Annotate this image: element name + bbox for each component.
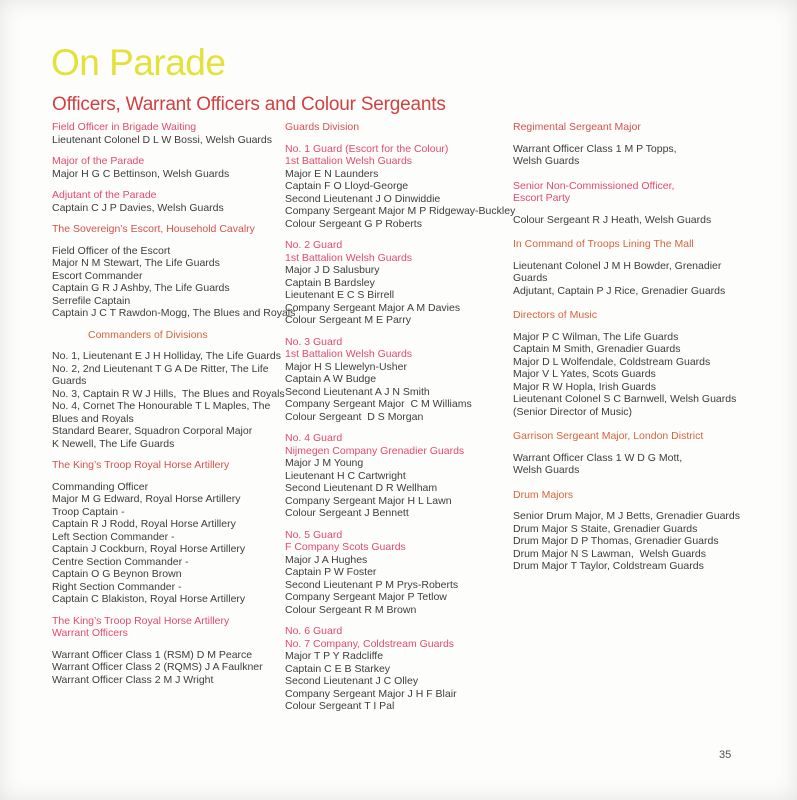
section-body [285,457,513,520]
roster-section [52,223,296,320]
roster-line: No. 4, Cornet The Honourable T L Maples, The [52,400,271,412]
roster-section [52,615,285,687]
roster-line: Left Section Commander - [52,530,175,543]
roster-line: Major J D Salusbury [285,264,380,276]
section-heading [513,180,749,205]
roster-line: Company Sergeant Major J H F Blair [285,687,457,700]
roster-line: Captain F O Lloyd-George [285,180,409,192]
roster-section [285,239,513,327]
section-heading-line: Senior Non-Commissioned Officer, [513,179,675,192]
section-heading [52,223,285,236]
section-body [52,168,285,181]
roster-section [285,432,513,520]
roster-line: Colour Sergeant R J Heath, Welsh Guards [513,213,712,226]
roster-line: Adjutant, Captain P J Rice, Grenadier Guards [513,284,726,297]
section-heading [52,329,285,342]
section-body [285,264,513,327]
section-heading-line: 1st Battalion Welsh Guards [285,348,413,360]
roster-line: Major P C Wilman, The Life Guards [513,330,679,343]
section-heading [285,336,513,361]
roster-section [285,142,516,231]
section-heading-line: Garrison Sergeant Major, London District [513,430,704,442]
section-body [52,134,285,147]
section-heading-line: 1st Battalion Welsh Guards [285,251,413,264]
section-heading [285,239,513,264]
roster-line: Field Officer of the Escort [52,244,171,257]
section-heading-line: Major of the Parade [52,155,145,167]
roster-line: Guards [52,375,87,387]
section-heading [513,489,749,502]
roster-line: Standard Bearer, Squadron Corporal Major [52,425,253,437]
section-body [285,361,513,424]
section-body [52,202,285,215]
section-heading-line: No. 2 Guard [285,239,343,251]
roster-line: Colour Sergeant R M Brown [285,603,417,616]
roster-line: Lieutenant E C S Birrell [285,289,395,301]
section-heading-line: Adjutant of the Parade [52,189,157,201]
roster-line: Escort Commander [52,269,143,282]
roster-line: Commanding Officer [52,480,149,493]
section-heading-line: Regimental Sergeant Major [513,121,641,133]
roster-section [513,430,749,477]
roster-line: Drum Major D P Thomas, Grenadier Guards [513,535,719,547]
section-body [513,452,749,477]
roster-line: Colour Sergeant G P Roberts [285,217,422,230]
roster-line: Company Sergeant Major C M Williams [285,398,472,410]
roster-line: Guards [513,272,548,284]
roster-line: Colour Sergeant T I Pal [285,700,395,712]
column-1 [52,121,296,695]
roster-line: Troop Captain - [52,505,125,518]
section-body [513,510,749,573]
roster-line: Major H S Llewelyn-Usher [285,360,407,373]
roster-section [513,489,749,573]
roster-line: Second Lieutenant J O Dinwiddie [285,192,441,205]
roster-line: Drum Major S Staite, Grenadier Guards [513,522,698,535]
roster-line: Lieutenant Colonel J M H Bowder, Grenadier [513,259,722,272]
roster-line: Captain O G Beynon Brown [52,568,182,580]
roster-line: No. 3, Captain R W J Hills, The Blues and Royals [52,387,285,400]
roster-section [52,189,285,214]
section-heading [52,121,285,134]
roster-line: Captain M Smith, Grenadier Guards [513,343,681,355]
page-number: 35 [719,749,732,761]
section-heading-line: F Company Scots Guards [285,541,406,553]
roster-line: Warrant Officer Class 1 M P Topps, [513,142,677,155]
section-heading [285,143,513,168]
section-heading-line: Warrant Officers [52,627,128,639]
section-heading-line: The King’s Troop Royal Horse Artillery [52,614,230,627]
roster-line: Major M G Edward, Royal Horse Artillery [52,493,241,505]
section-heading-line: No. 6 Guard [285,625,343,637]
roster-line: Welsh Guards [513,464,580,476]
columns-container [52,121,749,722]
roster-line: Major E N Launders [285,167,379,180]
roster-section [513,309,749,418]
section-body [52,244,296,320]
section-heading-line: No. 5 Guard [285,528,343,541]
roster-line: Drum Major T Taylor, Coldstream Guards [513,560,704,572]
roster-line: Major T P Y Radcliffe [285,650,384,662]
section-body [285,167,516,231]
roster-line: Major N M Stewart, The Life Guards [52,257,220,269]
section-heading-line: The King’s Troop Royal Horse Artillery [52,459,230,471]
roster-line: Captain C J P Davies, Welsh Guards [52,201,224,214]
roster-line: Welsh Guards [513,155,580,167]
roster-section [285,529,513,617]
section-heading [513,238,749,251]
roster-line: (Senior Director of Music) [513,405,633,418]
roster-line: Captain R J Rodd, Royal Horse Artillery [52,518,236,530]
roster-line: Serrefile Captain [52,294,131,307]
roster-line: Major R W Hopla, Irish Guards [513,380,656,393]
roster-section [285,121,513,134]
section-heading [285,625,513,650]
roster-line: Colour Sergeant M E Parry [285,314,412,326]
section-heading-line: No. 3 Guard [285,335,343,348]
roster-line: Lieutenant Colonel D L W Bossi, Welsh Guards [52,133,273,146]
roster-line: No. 2, 2nd Lieutenant T G A De Ritter, The Life [52,362,269,375]
section-heading-line: In Command of Troops Lining The Mall [513,238,694,250]
section-body [513,143,749,168]
roster-line: Drum Major N S Lawman, Welsh Guards [513,547,706,560]
roster-line: Captain A W Budge [285,373,377,385]
roster-line: Captain B Bardsley [285,276,375,289]
roster-line: Company Sergeant Major P Tetlow [285,591,447,603]
roster-line: Major J A Hughes [285,553,368,566]
roster-line: Senior Drum Major, M J Betts, Grenadier Guards [513,510,740,522]
section-heading-line: Nijmegen Company Grenadier Guards [285,444,465,457]
roster-line: Captain C E B Starkey [285,662,391,675]
section-body [285,554,513,617]
roster-line: Major D L Wolfendale, Coldstream Guards [513,355,711,368]
roster-line: Captain P W Foster [285,566,377,578]
roster-line: Blues and Royals [52,412,134,425]
roster-line: Warrant Officer Class 2 (RQMS) J A Faulkner [52,661,263,673]
roster-line: Second Lieutenant D R Wellham [285,482,438,494]
section-heading [285,529,513,554]
section-heading-line: Commanders of Divisions [88,328,208,341]
section-heading [52,459,285,472]
roster-section [52,155,285,180]
roster-line: Major V L Yates, Scots Guards [513,368,656,380]
section-heading-line: No. 7 Company, Coldstream Guards [285,637,455,650]
section-heading [513,430,749,443]
roster-line: Captain J Cockburn, Royal Horse Artillery [52,543,246,555]
roster-line: Captain J C T Rawdon-Mogg, The Blues and Royals [52,307,296,319]
roster-section [513,180,749,227]
section-heading-line: Field Officer in Brigade Waiting [52,121,197,133]
roster-line: Second Lieutenant A J N Smith [285,385,430,398]
roster-line: Lieutenant Colonel S C Barnwell, Welsh Guards [513,393,737,405]
section-heading [513,121,749,134]
roster-line: Company Sergeant Major H L Lawn [285,494,452,507]
section-heading [52,189,285,202]
roster-line: Company Sergeant Major A M Davies [285,301,461,314]
roster-section [285,625,513,713]
section-heading [513,309,749,322]
section-heading [52,155,285,168]
section-body [52,350,285,450]
page-title: On Parade [51,42,226,83]
roster-section [513,238,749,297]
section-heading-line: 1st Battalion Welsh Guards [285,155,413,167]
section-heading [285,121,513,134]
roster-line: Colour Sergeant D S Morgan [285,410,424,423]
section-body [52,481,285,606]
roster-line: Major J M Young [285,457,364,469]
roster-line: Warrant Officer Class 1 W D G Mott, [513,451,683,464]
roster-line: Warrant Officer Class 2 M J Wright [52,673,214,686]
roster-section [285,336,513,424]
roster-line: No. 1, Lieutenant E J H Holliday, The Life Guards [52,350,281,362]
section-heading-line: Escort Party [513,192,571,204]
section-heading-line: No. 4 Guard [285,432,343,444]
column-3 [513,121,749,585]
section-body [513,260,749,298]
section-heading-line: Drum Majors [513,488,574,501]
section-body [285,650,513,713]
section-body [513,331,749,419]
roster-line: Lieutenant H C Cartwright [285,469,406,482]
section-heading [285,432,513,457]
roster-line: Captain C Blakiston, Royal Horse Artillery [52,593,246,605]
roster-line: Captain G R J Ashby, The Life Guards [52,282,230,294]
section-heading-line: Guards Division [285,121,360,133]
roster-line: Second Lieutenant J C Olley [285,675,419,687]
section-heading-line: The Sovereign’s Escort, Household Cavalry [52,223,255,235]
roster-line: Company Sergeant Major M P Ridgeway-Buckley [285,205,516,217]
section-heading [52,615,285,640]
roster-line: Right Section Commander - [52,580,182,593]
section-heading-line: No. 1 Guard (Escort for the Colour) [285,142,449,155]
roster-line: Warrant Officer Class 1 (RSM) D M Pearce [52,648,253,661]
column-2 [285,121,516,722]
roster-line: Major H G C Bettinson, Welsh Guards [52,167,230,180]
roster-section [52,329,285,451]
roster-line: K Newell, The Life Guards [52,437,175,450]
roster-line: Colour Sergeant J Bennett [285,507,409,519]
roster-section [52,459,285,606]
roster-line: Centre Section Commander - [52,555,189,568]
roster-section [513,121,749,168]
section-body [513,214,749,227]
roster-line: Second Lieutenant P M Prys-Roberts [285,578,459,591]
section-heading-line: Directors of Music [513,309,598,321]
section-body [52,649,285,687]
page-subtitle: Officers, Warrant Officers and Colour Sergeants [52,94,446,115]
roster-section [52,121,285,146]
